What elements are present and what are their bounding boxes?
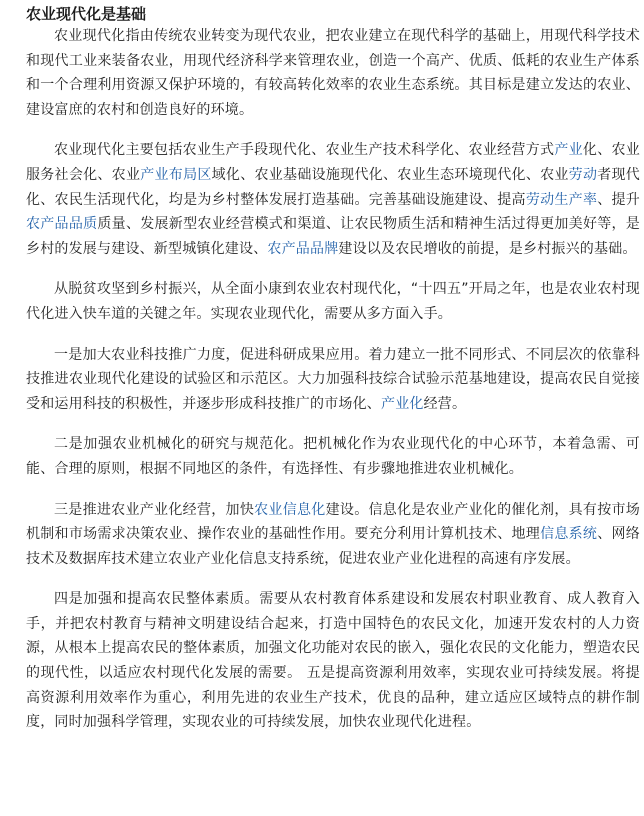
keyword-link[interactable]: 劳动 xyxy=(568,166,598,183)
keyword-link[interactable]: 劳动生产率 xyxy=(525,191,598,208)
paragraph-text: 域化、农业基础设施现代化、农业生态环境现代化、农业 xyxy=(211,166,569,183)
paragraph-text: 质量、发展新型农业经营模式和渠道、让农民物质生活和精神生活过得更加美好等，是乡村的发展与建设、新型城镇化建设、 xyxy=(26,216,640,257)
paragraph-text: 经营。 xyxy=(423,395,467,412)
paragraph-text: 建设以及农民增收的前提，是乡村振兴的基础。 xyxy=(338,240,637,257)
paragraph-text: 三是推进农业产业化经营，加快 xyxy=(54,501,255,518)
article-paragraph xyxy=(26,343,640,417)
paragraph-text: 二是加强农业机械化的研究与规范化。把机械化作为农业现代化的中心环节，本着急需、可能、合理的原则，根据不同地区的条件，有选择性、有步骤地推进农业机械化。 xyxy=(26,436,640,477)
keyword-link[interactable]: 产业 xyxy=(554,142,583,159)
paragraph-text: 者现代化、农民生活现代化，均是为乡村整体发展打造基础。完善基础设施建设、提高 xyxy=(26,166,640,208)
paragraph-text: 化、农业服务社会化、农业 xyxy=(26,142,640,183)
article-title: 农业现代化是基础 xyxy=(26,5,147,23)
article-paragraph xyxy=(26,432,640,481)
article-paragraph xyxy=(26,24,640,122)
keyword-link[interactable]: 产业化 xyxy=(381,395,424,412)
paragraph-text: 农业现代化主要包括农业生产手段现代化、农业生产技术科学化、农业经营方式 xyxy=(54,142,555,159)
keyword-link[interactable]: 农产品品质 xyxy=(26,216,98,233)
keyword-link[interactable]: 信息系统 xyxy=(540,526,598,543)
keyword-link[interactable]: 产业布局区 xyxy=(140,166,212,183)
paragraph-text: 从脱贫攻坚到乡村振兴，从全面小康到农业农村现代化，“十四五”开局之年，也是农业农村现代化进入快车道的关键之年。实现农业现代化，需要从多方面入手。 xyxy=(26,281,640,322)
paragraph-text: 农业现代化指由传统农业转变为现代农业，把农业建立在现代科学的基础上，用现代科学技术和现代工业来装备农业，用现代经济科学来管理农业，创造一个高产、优质、低耗的农业生产体系和一个合理利用资源又保护环境的，有较高转化效率的农业生态系统。其目标是建立发达的农业、建设富庶的农村和创造良好的环境。 xyxy=(26,28,640,118)
paragraph-text: 四是加强和提高农民整体素质。需要从农村教育体系建设和发展农村职业教育、成人教育入手，并把农村教育与精神文明建设结合起来，打造中国特色的农民文化，加速开发农村的人力资源，从根本上提高农民的整体素质，加强文化功能对农民的嵌入，强化农民的文化能力，塑造农民的现代性，以适应农村现代化发展的需要。 五是提高资源利用效率，实现农业可持续发展。将提高资源利用效率作为重心，利用先进的农业生产技术，优良的品种，建立适应区域特点的耕作制度，同时加强科学管理，实现农业的可持续发展，加快农业现代化进程。 xyxy=(26,591,640,731)
article-paragraph xyxy=(26,587,640,735)
keyword-link[interactable]: 农业信息化 xyxy=(254,501,326,518)
keyword-link[interactable]: 农产品品牌 xyxy=(267,240,339,257)
article-paragraph xyxy=(26,277,640,326)
article-body xyxy=(26,24,640,735)
paragraph-text: 建设。信息化是农业产业化的催化剂，具有按市场机制和市场需求决策农业、操作农业的基础性作用。要充分利用计算机技术、地理 xyxy=(26,501,640,543)
article-paragraph xyxy=(26,498,640,572)
paragraph-text: 、网络技术及数据库技术建立农业产业化信息支持系统，促进农业产业化进程的高速有序发展。 xyxy=(26,526,640,567)
article-paragraph xyxy=(26,138,640,261)
paragraph-text: 、提升 xyxy=(597,191,640,208)
paragraph-text: 一是加大农业科技推广力度，促进科研成果应用。着力建立一批不同形式、不同层次的依靠科技推进农业现代化建设的试验区和示范区。大力加强科技综合试验示范基地建设，提高农民自觉接受和运用科技的积极性，并逐步形成科技推广的市场化、 xyxy=(26,346,640,412)
